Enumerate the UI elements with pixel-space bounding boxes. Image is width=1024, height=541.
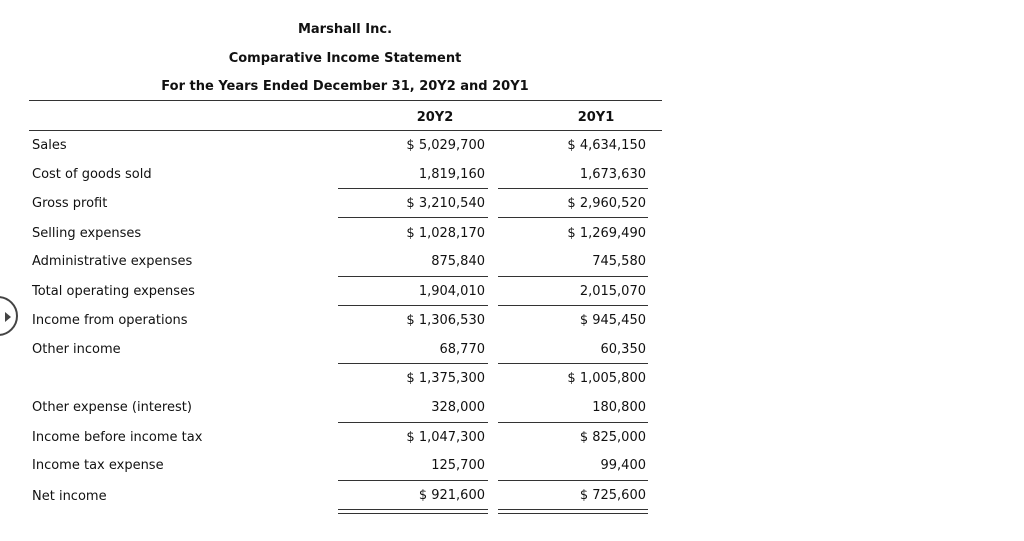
double-underline-net-income-20y2 <box>338 509 488 514</box>
value-cogs-20y1: 1,673,630 <box>579 167 646 182</box>
value-income-before-tax-20y1: $ 825,000 <box>579 430 646 445</box>
underline-total-opex-20y1 <box>498 305 648 306</box>
underline-tax-20y2 <box>338 480 488 481</box>
company-name: Marshall Inc. <box>297 22 393 37</box>
header-rule <box>29 100 662 101</box>
value-total-opex-20y2: 1,904,010 <box>418 284 485 299</box>
value-net-income-20y2: $ 921,600 <box>418 488 485 503</box>
column-header-20y1: 20Y1 <box>577 110 615 125</box>
value-admin-20y1: 745,580 <box>592 254 646 269</box>
value-income-before-tax-20y2: $ 1,047,300 <box>406 430 485 445</box>
previous-nav-button[interactable] <box>0 296 18 336</box>
value-subtotal-20y1: $ 1,005,800 <box>567 371 646 386</box>
play-arrow-icon <box>5 312 11 322</box>
underline-other-expense-20y1 <box>498 422 648 423</box>
underline-other-income-20y2 <box>338 363 488 364</box>
underline-cogs-20y2 <box>338 188 488 189</box>
value-other-income-20y2: 68,770 <box>439 342 485 357</box>
row-label-income-ops: Income from operations <box>32 313 188 328</box>
underline-tax-20y1 <box>498 480 648 481</box>
row-label-gross-profit: Gross profit <box>32 196 108 211</box>
row-label-other-expense: Other expense (interest) <box>32 400 192 415</box>
column-header-20y2: 20Y2 <box>416 110 454 125</box>
underline-gross-profit-20y1 <box>498 217 648 218</box>
value-tax-20y2: 125,700 <box>431 458 485 473</box>
value-gross-profit-20y1: $ 2,960,520 <box>567 196 646 211</box>
underline-other-expense-20y2 <box>338 422 488 423</box>
value-other-expense-20y1: 180,800 <box>592 400 646 415</box>
value-income-ops-20y1: $ 945,450 <box>579 313 646 328</box>
value-total-opex-20y1: 2,015,070 <box>579 284 646 299</box>
row-label-income-before-tax: Income before income tax <box>32 430 203 445</box>
row-label-total-opex: Total operating expenses <box>32 284 195 299</box>
value-income-ops-20y2: $ 1,306,530 <box>406 313 485 328</box>
value-admin-20y2: 875,840 <box>431 254 485 269</box>
underline-other-income-20y1 <box>498 363 648 364</box>
value-sales-20y2: $ 5,029,700 <box>406 138 485 153</box>
row-label-admin: Administrative expenses <box>32 254 193 269</box>
underline-total-opex-20y2 <box>338 305 488 306</box>
value-cogs-20y2: 1,819,160 <box>418 167 485 182</box>
value-tax-20y1: 99,400 <box>600 458 646 473</box>
value-other-expense-20y2: 328,000 <box>431 400 485 415</box>
statement-period: For the Years Ended December 31, 20Y2 and 20Y1 <box>161 79 529 94</box>
value-gross-profit-20y2: $ 3,210,540 <box>406 196 485 211</box>
column-header-rule <box>29 130 662 131</box>
statement-title: Comparative Income Statement <box>228 51 462 66</box>
row-label-tax: Income tax expense <box>32 458 164 473</box>
value-sales-20y1: $ 4,634,150 <box>567 138 646 153</box>
value-other-income-20y1: 60,350 <box>600 342 646 357</box>
row-label-net-income: Net income <box>32 489 107 504</box>
underline-gross-profit-20y2 <box>338 217 488 218</box>
value-subtotal-20y2: $ 1,375,300 <box>406 371 485 386</box>
row-label-cogs: Cost of goods sold <box>32 167 152 182</box>
value-selling-20y1: $ 1,269,490 <box>567 226 646 241</box>
underline-admin-20y2 <box>338 276 488 277</box>
value-net-income-20y1: $ 725,600 <box>579 488 646 503</box>
underline-admin-20y1 <box>498 276 648 277</box>
underline-cogs-20y1 <box>498 188 648 189</box>
row-label-sales: Sales <box>32 138 67 153</box>
row-label-selling: Selling expenses <box>32 226 142 241</box>
value-selling-20y2: $ 1,028,170 <box>406 226 485 241</box>
row-label-other-income: Other income <box>32 342 121 357</box>
double-underline-net-income-20y1 <box>498 509 648 514</box>
